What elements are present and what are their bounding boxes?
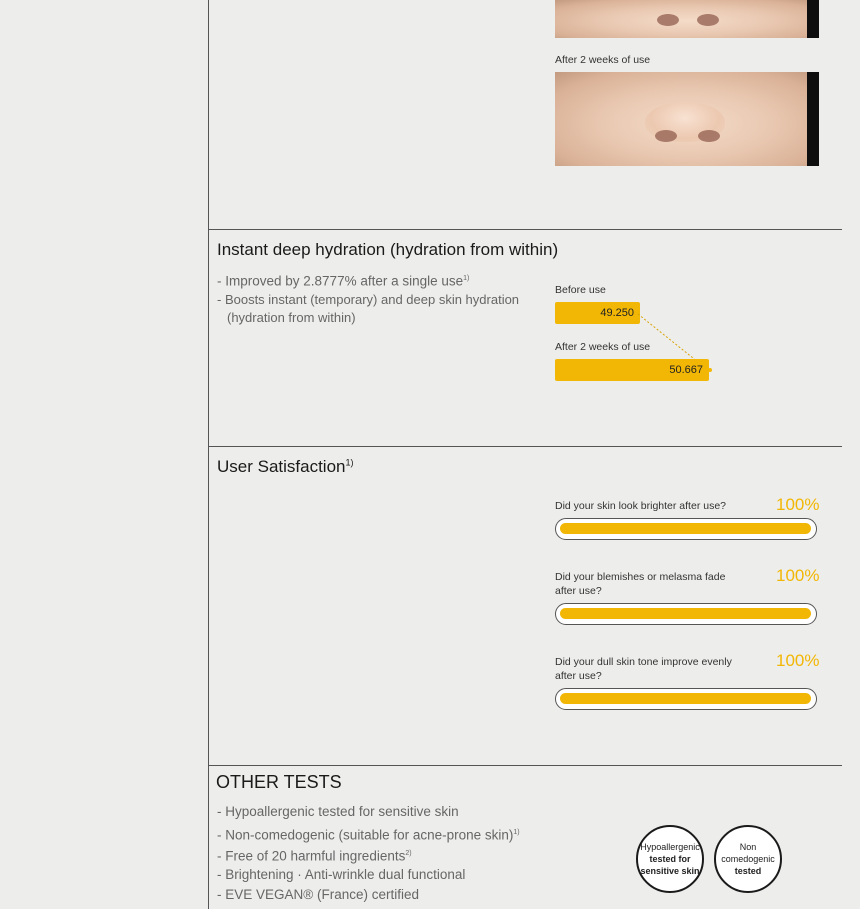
other-tests-title: OTHER TESTS [216, 772, 342, 792]
before-photo [555, 0, 819, 38]
section-divider [208, 446, 842, 447]
hypoallergenic-badge: Hypoallergenic tested for sensitive skin [636, 825, 704, 893]
hydration-bullet: - Boosts instant (temporary) and deep skin hydration [217, 292, 520, 307]
hydration-bullet: - Improved by 2.8777% after a single use$^{1)}$ [217, 273, 470, 289]
other-test-item: - Non-comedogenic (suitable for acne-prone skin)$^{1)}$ [217, 827, 520, 843]
after-use-label: After 2 weeks of use [555, 341, 651, 353]
section-divider [208, 229, 842, 230]
after-value: 50.667 [669, 364, 703, 376]
other-test-item: - Free of 20 harmful ingredients$^{2)}$ [217, 848, 412, 864]
question-3: Did your dull skin tone improve evenly after use? [555, 656, 732, 682]
satisfaction-title: User Satisfaction$^{1)}$ [217, 457, 354, 476]
after-photo-label: After 2 weeks of use [555, 54, 651, 66]
hydration-bullet: (hydration from within) [227, 310, 356, 325]
percent-3: 100% [776, 651, 820, 670]
non-comedogenic-badge: Non comedogenic tested [714, 825, 782, 893]
left-divider [208, 0, 209, 909]
percent-2: 100% [776, 566, 820, 585]
before-value: 49.250 [600, 307, 634, 319]
after-value-bar [555, 359, 709, 381]
section-divider [208, 765, 842, 766]
progress-fill-3 [560, 693, 811, 704]
percent-1: 100% [776, 495, 820, 514]
before-use-label: Before use [555, 284, 606, 296]
progress-1 [555, 518, 817, 540]
progress-2 [555, 603, 817, 625]
other-test-item: - Brightening · Anti-wrinkle dual functional [217, 867, 466, 882]
other-test-item: - Hypoallergenic tested for sensitive skin [217, 804, 459, 819]
question-2: Did your blemishes or melasma fade after use? [555, 571, 726, 597]
progress-fill-2 [560, 608, 811, 619]
after-photo [555, 72, 819, 166]
question-1: Did your skin look brighter after use? [555, 500, 726, 512]
hydration-title: Instant deep hydration (hydration from within) [217, 240, 559, 259]
progress-fill-1 [560, 523, 811, 534]
other-test-item: - EVE VEGAN® (France) certified [217, 887, 419, 902]
before-value-bar [555, 302, 640, 324]
progress-3 [555, 688, 817, 710]
